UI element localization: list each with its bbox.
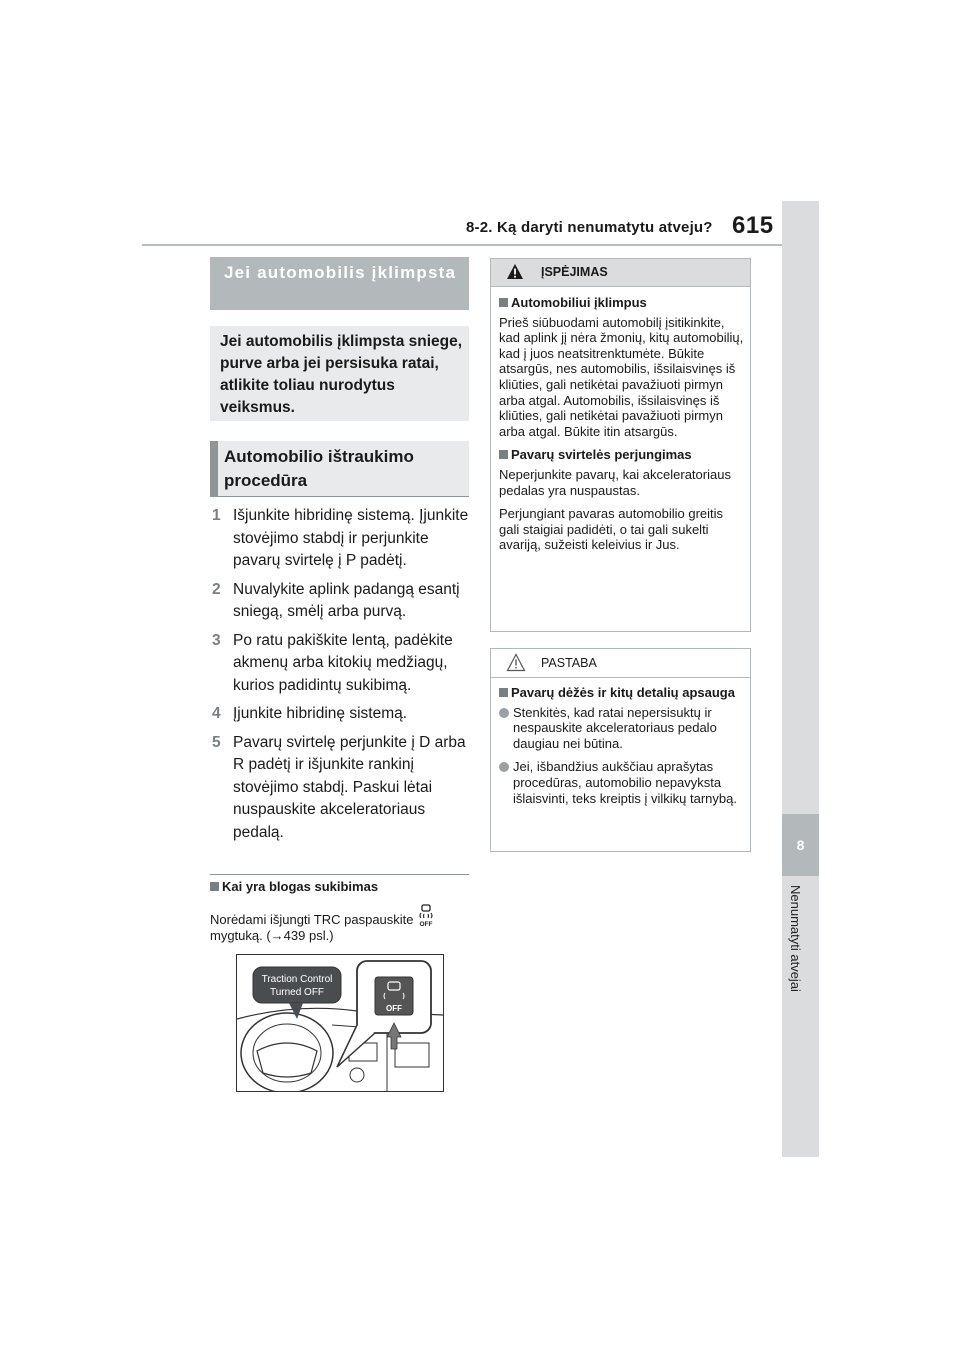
warning-paragraph: Neperjunkite pavarų, kai akceleratoriaus pedalas yra nuspaustas. <box>499 466 731 498</box>
step-number: 1 <box>212 507 221 524</box>
procedure-steps <box>210 505 472 850</box>
note-title-text: Kai yra blogas sukibimas <box>222 879 379 894</box>
chapter-label-text: Nenumatyti atvejai <box>788 885 803 992</box>
warning-triangle-icon <box>506 263 524 280</box>
square-bullet-icon <box>499 450 508 459</box>
step-item <box>210 732 472 845</box>
procedure-heading <box>210 441 469 497</box>
intro-text: Jei automobilis įklimpsta sniege, purve arba jei persisuka ratai, atlikite toliau nurodytus veiksmus. <box>220 333 463 416</box>
square-bullet-icon <box>210 882 219 891</box>
notice-bullet-text: Stenkitės, kad ratai nepersisuktų ir nespauskite akceleratoriaus pedalo daugiau nei būtina. <box>513 704 717 751</box>
step-text: Pavarų svirtelę perjunkite į D arba R padėtį ir išjunkite rankinį stovėjimo stabdį. Paskui lėtai nuspauskite akceleratoriaus pedalą. <box>233 733 466 841</box>
warning-header <box>491 259 750 287</box>
warning-subheading-text: Pavarų svirtelės perjungimas <box>511 447 692 463</box>
step-item <box>210 505 472 573</box>
warning-paragraph: Perjungiant pavaras automobilio greitis gali staigiai padidėti, o tai gali sukelti avariją, sužeisti keleivius ir Jus. <box>499 506 724 553</box>
notice-box <box>490 648 751 852</box>
page-number: 615 <box>732 212 774 239</box>
list-item <box>499 759 745 806</box>
dashboard-drawing <box>237 955 443 1091</box>
warning-paragraph: Prieš siūbuodami automobilį įsitikinkite, kad aplink jį nėra žmonių, kitų automobilių, kad į juos neatsitrenktumėte. Būkite atsargūs, nes automobilis, išsilaisvinęs iš kliūties, gali netikėtai pavažiuoti pirmyn arba atgal. Automobilis, išsilaisvinęs iš kliūties, gali netikėtai pavažiuoti pirmyn arba atgal. Būkite itin atsargūs. <box>499 314 744 439</box>
warning-subheading <box>499 295 745 311</box>
intro-box <box>210 326 469 421</box>
notice-title: PASTABA <box>541 656 597 670</box>
step-number: 2 <box>212 580 221 598</box>
step-number: 5 <box>212 733 221 751</box>
warning-body <box>499 293 745 561</box>
chapter-number: 8 <box>782 814 819 876</box>
dashboard-illustration <box>236 954 444 1092</box>
note-text <box>210 904 470 944</box>
step-text: Po ratu pakiškite lentą, padėkite akmenų arba kitokių medžiagų, kurios padidintų sukibimą. <box>233 631 453 694</box>
step-item <box>210 630 472 698</box>
trc-button-label: OFF <box>386 1004 402 1013</box>
step-item <box>210 579 472 624</box>
notice-header <box>491 649 750 678</box>
header-rule <box>142 244 782 246</box>
warning-subheading-text: Automobiliui įklimpus <box>511 295 647 310</box>
main-heading-text: Jei automobilis įklimpsta <box>224 263 457 282</box>
notice-body <box>499 683 745 814</box>
warning-subheading <box>499 447 745 463</box>
square-bullet-icon <box>499 298 508 307</box>
step-text: Nuvalykite aplink padangą esantį sniegą, smėlį arba purvą. <box>233 580 460 620</box>
note-divider <box>210 874 469 875</box>
square-bullet-icon <box>499 688 508 697</box>
bubble-text-line2: Turned OFF <box>269 987 325 998</box>
bubble-text-line1: Traction Control <box>261 974 333 985</box>
step-number: 3 <box>212 631 221 649</box>
step-text: Išjunkite hibridinę sistemą. Įjunkite stovėjimo stabdį ir perjunkite pavarų svirtelę į P padėtį. <box>233 507 469 569</box>
step-text: Įjunkite hibridinę sistemą. <box>233 705 408 722</box>
warning-box <box>490 258 751 632</box>
chapter-label <box>788 885 812 1045</box>
notice-subheading-text: Pavarų dėžės ir kitų detalių apsauga <box>511 685 735 700</box>
section-title: 8-2. Ką daryti nenumatytu atveju? <box>466 219 713 236</box>
main-heading <box>210 257 469 310</box>
heading-accent-bar <box>210 441 218 496</box>
procedure-heading-text: Automobilio ištraukimo procedūra <box>224 447 414 490</box>
note-text-before: Norėdami išjungti TRC paspauskite <box>210 912 414 927</box>
list-item <box>499 705 745 752</box>
notice-subheading <box>499 685 745 701</box>
warning-title: ĮSPĖJIMAS <box>541 265 608 279</box>
notice-bullet-text: Jei, išbandžius aukščiau aprašytas procedūras, automobilio nepavyksta išlaisvinti, teks kreiptis į vilkikų tarnybą. <box>513 759 737 806</box>
note-title <box>210 879 378 894</box>
round-bullet-icon <box>499 762 509 772</box>
step-number: 4 <box>212 705 221 722</box>
step-item <box>210 703 472 726</box>
trc-off-icon <box>417 904 435 928</box>
round-bullet-icon <box>499 708 509 718</box>
caution-triangle-icon <box>506 653 526 672</box>
note-text-after: mygtuką. (→439 psl.) <box>210 928 334 943</box>
svg-text:OFF: OFF <box>419 921 433 928</box>
